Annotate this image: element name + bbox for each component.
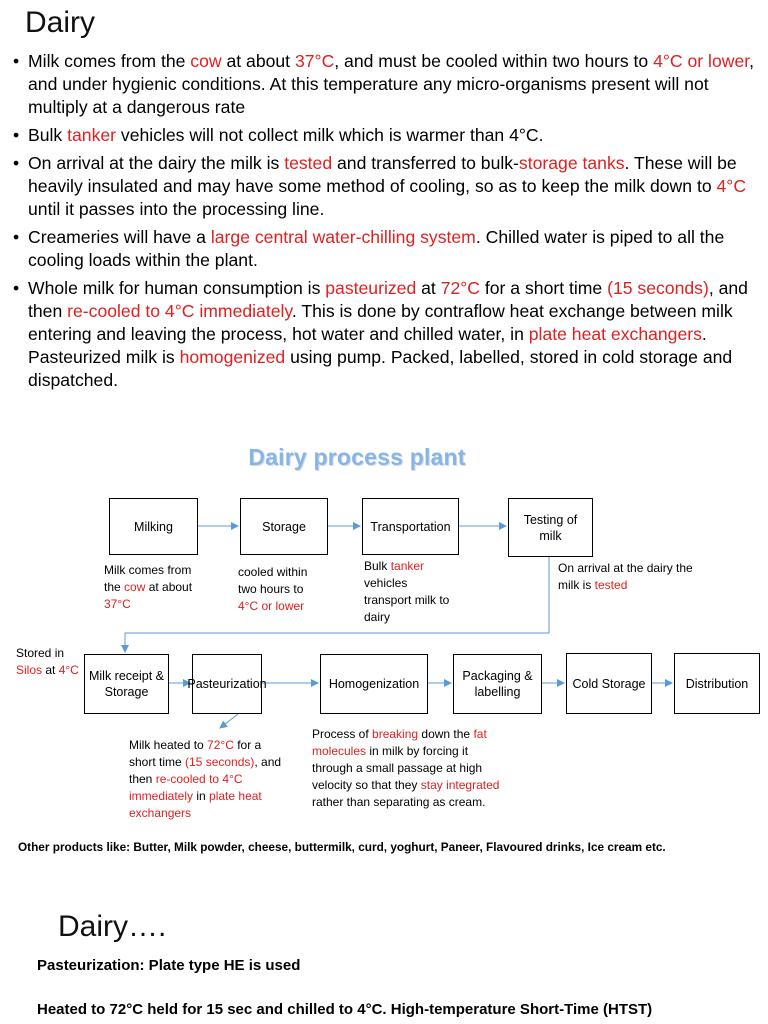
box-distribution: Distribution <box>674 653 760 714</box>
text-segment: Milk heated to <box>129 738 208 752</box>
note-storage <box>238 564 326 615</box>
text-segment: vehicles will not collect milk which is warmer than 4°C. <box>116 125 544 145</box>
highlight-text: plate heat exchangers <box>129 789 262 820</box>
text-segment: , and then <box>28 278 748 321</box>
box-testing: Testing of milk <box>508 498 593 557</box>
note-transport <box>364 558 456 626</box>
highlight-text: 37°C <box>104 597 131 611</box>
text-segment: for a short time <box>129 738 262 769</box>
box-packaging: Packaging & labelling <box>453 654 542 714</box>
highlight-text: fat molecules <box>312 727 487 758</box>
text-segment: On arrival at the dairy the milk is <box>28 153 285 173</box>
text-segment: at about <box>221 51 295 71</box>
highlight-text: tanker <box>390 559 425 573</box>
highlight-text: 72°C <box>207 738 234 752</box>
slide-title: Dairy <box>25 6 96 39</box>
box-transportation: Transportation <box>362 498 459 555</box>
note-pasteurization <box>129 737 289 822</box>
text-segment: and transferred to bulk- <box>332 153 519 173</box>
highlight-text: homogenized <box>179 347 286 367</box>
text-segment: Process of <box>312 727 373 741</box>
text-segment: Whole milk for human consumption is <box>28 278 326 298</box>
text-segment: using pump. Packed, labelled, stored in cold storage and dispatched. <box>28 347 733 390</box>
highlight-text: 37°C <box>294 51 335 71</box>
highlight-text: 4°C <box>716 176 747 196</box>
highlight-text: re-cooled to 4°C immediately <box>129 772 243 803</box>
text-segment: cooled within two hours to <box>238 565 308 596</box>
highlight-text: re-cooled to 4°C immediately <box>67 301 292 321</box>
arrow-pasteurization-note <box>220 714 238 728</box>
highlight-text: breaking <box>372 727 419 741</box>
highlight-text: tested <box>594 578 628 592</box>
other-products: Other products like: Butter, Milk powder, cheese, buttermilk, curd, yoghurt, Paneer, Flavoured drinks, Ice cream etc. <box>18 840 666 854</box>
highlight-text: 4°C or lower <box>653 51 750 71</box>
text-segment: at about <box>145 580 193 594</box>
text-segment: Bulk <box>364 559 391 573</box>
text-segment: in milk by forcing it through a small passage at high velocity so that they <box>312 744 483 792</box>
pasteurization-line: Pasteurization: Plate type HE is used <box>37 957 301 974</box>
highlight-text: cow <box>190 51 222 71</box>
text-segment: . Chilled water is piped to all the cooling loads within the plant. <box>28 227 725 270</box>
note-silos <box>16 645 86 679</box>
highlight-text: (15 seconds) <box>607 278 709 298</box>
highlight-text: tested <box>284 153 333 173</box>
note-homogenization <box>312 726 510 811</box>
highlight-text: tanker <box>67 125 117 145</box>
text-segment: , and then <box>129 755 282 786</box>
text-segment: Bulk <box>28 125 68 145</box>
note-milking <box>104 562 210 613</box>
text-segment: On arrival at the dairy the milk is <box>558 561 693 592</box>
highlight-text: cow <box>124 580 146 594</box>
highlight-text: pasteurized <box>325 278 417 298</box>
highlight-text: storage tanks <box>518 153 625 173</box>
text-segment: in <box>193 789 210 803</box>
text-segment: Milk comes from the <box>28 51 191 71</box>
text-segment: . This is done by contraflow heat exchange between milk entering and leaving the process, hot water and chilled water, in <box>28 301 733 344</box>
text-segment: vehicles transport milk to dairy <box>364 576 450 624</box>
highlight-text: 4°C <box>58 663 79 677</box>
highlight-text: plate heat exchangers <box>528 324 702 344</box>
text-segment: for a short time <box>480 278 608 298</box>
box-milking: Milking <box>109 498 198 555</box>
text-segment: rather than separating as cream. <box>312 795 486 809</box>
highlight-text: stay integrated <box>420 778 500 792</box>
note-testing <box>558 560 693 594</box>
diagram-title: Dairy process plant <box>248 444 466 470</box>
highlight-text: Silos <box>16 663 43 677</box>
text-segment: at <box>42 663 59 677</box>
box-storage: Storage <box>240 498 328 555</box>
text-segment: , and under hygienic conditions. At this temperature any micro-organisms present will not multiply at a dangerous rate <box>28 51 755 117</box>
text-segment: Stored in <box>16 646 65 660</box>
slide2-title: Dairy…. <box>58 910 167 943</box>
htst-line: Heated to 72°C held for 15 sec and chilled to 4°C. High-temperature Short-Time (HTST) <box>37 1001 653 1018</box>
text-segment: until it passes into the processing line. <box>28 199 325 219</box>
text-segment: Milk comes from the <box>104 563 192 594</box>
text-segment: down the <box>418 727 474 741</box>
text-segment: , and must be cooled within two hours to <box>334 51 654 71</box>
highlight-text: large central water-chilling system <box>210 227 476 247</box>
box-pasteurization: Pasteurization <box>192 654 262 714</box>
highlight-text: (15 seconds) <box>185 755 255 769</box>
text-segment: at <box>416 278 441 298</box>
text-segment: Creameries will have a <box>28 227 211 247</box>
text-segment: . These will be heavily insulated and may have some method of cooling, so as to keep the milk down to <box>28 153 737 196</box>
highlight-text: 4°C or lower <box>238 599 305 613</box>
box-milk-receipt: Milk receipt & Storage <box>84 654 169 714</box>
box-homogenization: Homogenization <box>320 654 428 714</box>
box-cold-storage: Cold Storage <box>566 653 652 714</box>
highlight-text: 72°C <box>440 278 480 298</box>
text-segment: . Pasteurized milk is <box>28 324 707 367</box>
